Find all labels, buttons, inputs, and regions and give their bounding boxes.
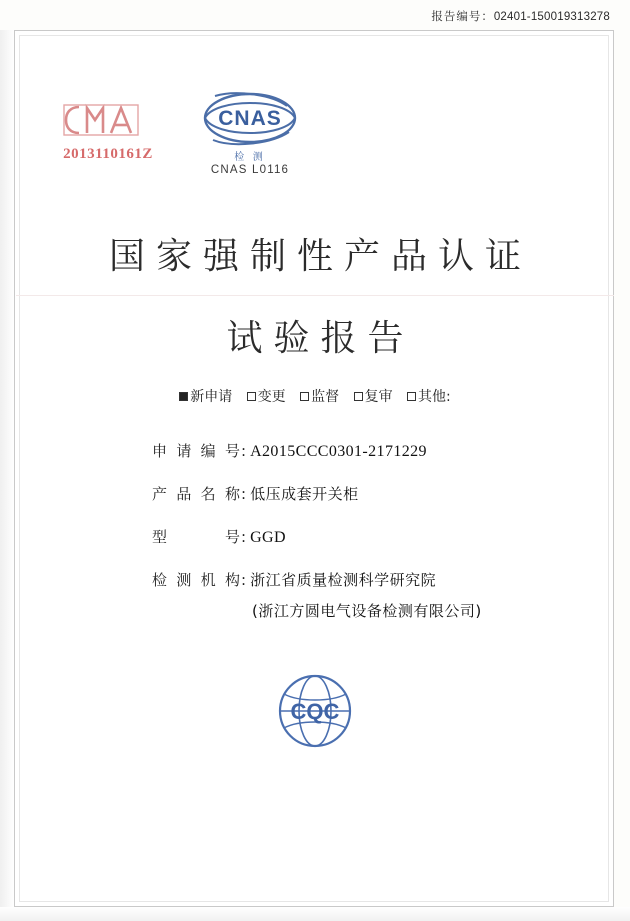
cma-logo-icon [62,100,154,140]
checkbox-box-2[interactable] [300,392,309,401]
report-number-value: 02401-150019313278 [493,11,610,23]
report-number-label: 报告编号： [431,11,494,23]
cma-mark [48,100,168,163]
field-colon-2: : [241,528,247,546]
checkbox-label-1: 变更 [257,389,286,405]
field-label-institution: 检测机构 [152,571,240,589]
field-row-product-name [0,483,630,504]
page-subtitle: 试验报告 [226,318,415,359]
checkbox-item-0[interactable] [179,386,232,406]
cma-code: 2013110161Z [63,146,153,162]
field-value-institution: 浙江省质量检测科学研究院 [250,571,437,589]
field-label-application-no: 申请编号 [152,442,240,460]
cqc-logo-icon [267,672,363,750]
checkbox-box-4[interactable] [407,392,416,401]
cnas-id: CNAS L0116 [210,164,290,176]
scan-edge-shadow-bottom [0,907,630,921]
field-row-institution [0,569,630,590]
checkbox-item-1[interactable] [247,386,286,406]
checkbox-box-0[interactable] [179,392,188,401]
field-label-model: 型 号 [152,528,240,546]
field-colon-1: : [241,485,247,503]
cnas-mark [185,88,315,176]
cqc-seal [0,672,630,750]
checkbox-label-3: 复审 [364,389,393,405]
checkbox-box-1[interactable] [247,392,256,401]
checkbox-label-0: 新申请 [190,389,233,405]
report-number [431,8,610,24]
application-type-row [0,386,630,406]
field-row-application-no [0,440,630,461]
svg-text:CNAS: CNAS [218,107,282,130]
checkbox-item-4[interactable] [407,386,451,406]
field-colon-0: : [241,442,247,460]
page-title: 国家强制性产品认证 [108,236,532,277]
checkbox-item-2[interactable] [300,386,339,406]
field-list [0,440,630,641]
checkbox-box-3[interactable] [354,392,363,401]
cnas-logo-icon [191,88,309,154]
field-colon-3: : [241,571,247,589]
checkbox-label-4: 其他: [418,389,451,405]
checkbox-label-2: 监督 [311,389,340,405]
field-value-model: GGD [250,529,286,546]
field-row-model [0,526,630,547]
field-label-product-name: 产品名称 [152,485,240,503]
field-value-product-name: 低压成套开关柜 [250,485,359,503]
checkbox-item-3[interactable] [354,386,393,406]
cnas-sub-label: 检 测 [234,152,266,163]
field-value-application-no: A2015CCC0301-2171229 [250,443,427,460]
scan-artifact-line [16,295,614,296]
svg-text:CQC: CQC [290,699,340,724]
field-value-institution-secondary: (浙江方圆电气设备检测有限公司) [252,602,482,620]
